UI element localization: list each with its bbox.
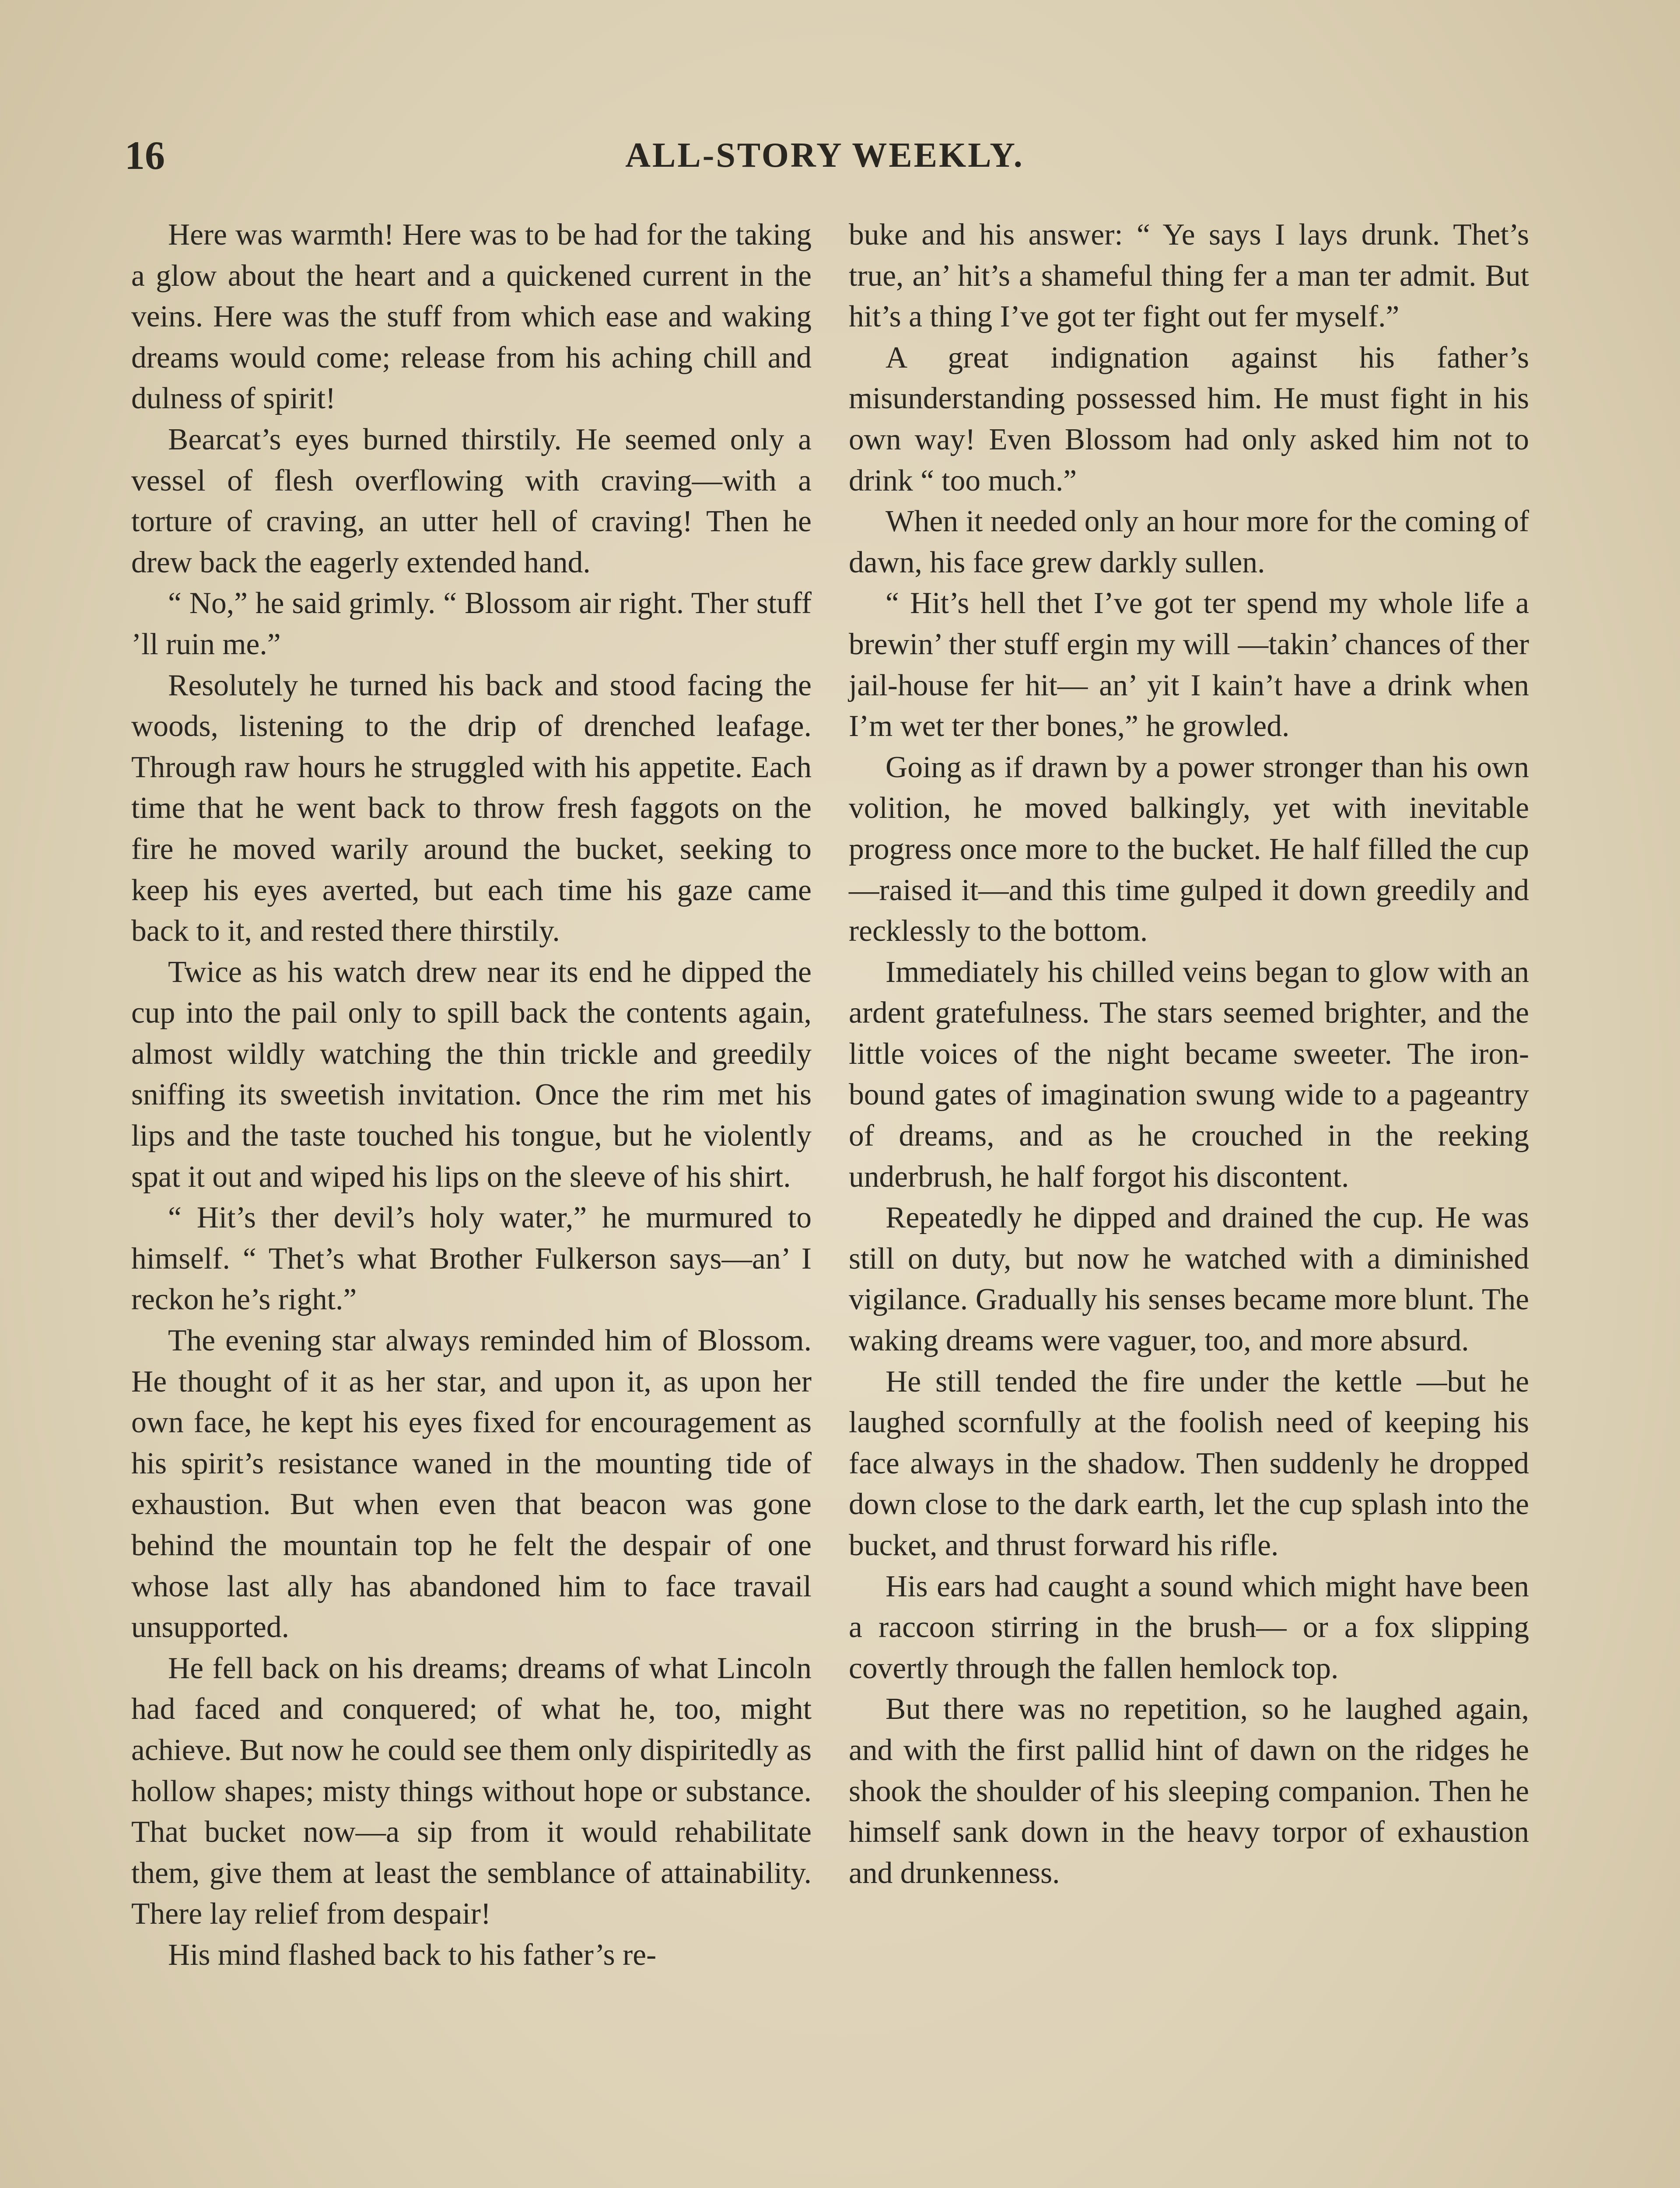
paragraph: He fell back on his dreams; dreams of what Lincoln had faced and conquered; of what he, too, might achieve. But now he could see them only dispiritedly as hollow shapes; misty things without hope or substance. That bucket now—a sip from it would rehabilitate them, give them at least the semblance of attainability. There lay relief from despair! xyxy=(131,1651,812,1931)
paragraph: His mind flashed back to his father’s re- xyxy=(168,1938,657,1972)
paragraph: But there was no repetition, so he laughed again, and with the first pallid hint of dawn on the ridges he shook the shoulder of his sleeping companion. Then he himself sank down in the heavy torpor of exhaustion and drunkenness. xyxy=(849,1692,1529,1890)
paragraph: When it needed only an hour more for the coming of dawn, his face grew darkly sullen. xyxy=(849,505,1529,579)
paragraph: A great indignation against his father’s misunderstanding possessed him. He must fight in his own way! Even Blossom had only asked him not to drink “ too much.” xyxy=(849,340,1529,498)
paragraph: “ Hit’s hell thet I’ve got ter spend my whole life a brewin’ ther stuff ergin my will —takin’ chances of ther jail-house fer hit— an’ yit I kain’t have a drink when I’m wet ter ther bones,” he growled. xyxy=(849,586,1529,743)
paragraph: Resolutely he turned his back and stood facing the woods, listening to the drip of drenched leafage. Through raw hours he struggled with his appetite. Each time that he went back to throw fresh faggots on the fire he moved warily around the bucket, seeking to keep his eyes averted, but each time his gaze came back to it, and rested there thirstily. xyxy=(131,668,812,948)
paragraph: Twice as his watch drew near its end he dipped the cup into the pail only to spill back the contents again, almost wildly watching the thin trickle and greedily sniffing its sweetish invitation. Once the rim met his lips and the taste touched his tongue, but he violently spat it out and wiped his lips on the sleeve of his shirt. xyxy=(131,955,812,1194)
right-column xyxy=(849,214,1529,1893)
paragraph: Immediately his chilled veins began to glow with an ardent gratefulness. The stars seemed brighter, and the little voices of the night became sweeter. The iron-bound gates of imagination swung wide to a pageantry of dreams, and as he crouched in the reeking underbrush, he half forgot his discontent. xyxy=(849,955,1529,1194)
page-header xyxy=(125,131,1525,179)
paragraph-continuation: buke and his answer: “ Ye says I lays drunk. Thet’s true, an’ hit’s a shameful thing fer a man ter admit. But hit’s a thing I’ve got ter fight out fer myself.” xyxy=(849,218,1529,334)
paragraph: Bearcat’s eyes burned thirstily. He seemed only a vessel of flesh overflowing with craving—with a torture of craving, an utter hell of craving! Then he drew back the eagerly extended hand. xyxy=(131,422,812,579)
paragraph: The evening star always reminded him of Blossom. He thought of it as her star, and upon it, as upon her own face, he kept his eyes fixed for encouragement as his spirit’s resistance waned in the mounting tide of exhaustion. But when even that beacon was gone behind the mountain top he felt the despair of one whose last ally has abandoned him to face travail unsupported. xyxy=(131,1324,812,1645)
paragraph: Repeatedly he dipped and drained the cup. He was still on duty, but now he watched with a diminished vigilance. Gradually his senses became more blunt. The waking dreams were vaguer, too, and more absurd. xyxy=(849,1201,1529,1358)
paragraph: His ears had caught a sound which might have been a raccoon stirring in the brush— or a fox slipping covertly through the fallen hemlock top. xyxy=(849,1569,1529,1685)
paragraph: “ No,” he said grimly. “ Blossom air right. Ther stuff ’ll ruin me.” xyxy=(131,586,812,661)
paragraph: He still tended the fire under the kettle —but he laughed scornfully at the foolish need of keeping his face always in the shadow. Then suddenly he dropped down close to the dark earth, let the cup splash into the bucket, and thrust forward his rifle. xyxy=(849,1364,1529,1562)
paragraph: Here was warmth! Here was to be had for the taking a glow about the heart and a quickened current in the veins. Here was the stuff from which ease and waking dreams would come; release from his aching chill and dulness of spirit! xyxy=(131,218,812,416)
left-column xyxy=(131,214,812,1976)
running-title: ALL-STORY WEEKLY. xyxy=(625,136,1024,175)
paragraph: “ Hit’s ther devil’s holy water,” he murmured to himself. “ Thet’s what Brother Fulkerson says—an’ I reckon he’s right.” xyxy=(131,1201,812,1317)
page-number: 16 xyxy=(125,133,165,178)
paragraph: Going as if drawn by a power stronger than his own volition, he moved balkingly, yet with inevitable progress once more to the bucket. He half filled the cup—raised it—and this time gulped it down greedily and recklessly to the bottom. xyxy=(849,750,1529,948)
